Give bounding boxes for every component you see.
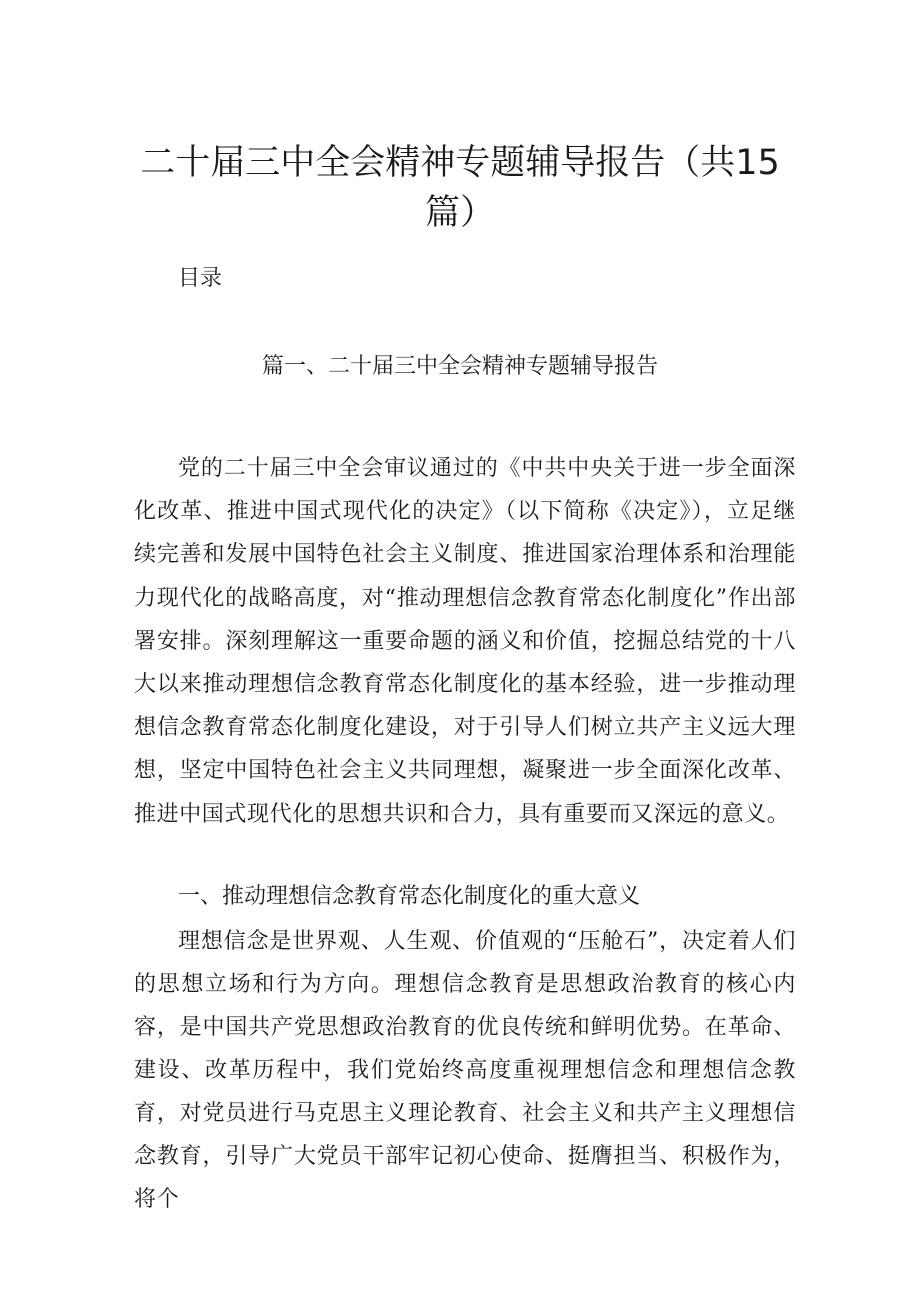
chapter-heading: 篇一、二十届三中全会精神专题辅导报告 — [261, 354, 658, 379]
body-paragraph-1: 党的二十届三中全会审议通过的《中共中央关于进一步全面深化改革、推进中国式现代化的决定》（以下简称《决定》），立足继续完善和发展中国特色社会主义制度、推进国家治理体系和治理能力现代化的战略高度，对“推动理想信念教育常态化制度化”作出部署安排。深刻理解这一重要命题的涵义和价值，挖掘总结党的十八大以来推动理想信念教育常态化制度化的基本经验，进一步推动理想信念教育常态化制度化建设，对于引导人们树立共产主义远大理想，坚定中国特色社会主义共同理想，凝聚进一步全面深化改革、推进中国式现代化的思想共识和合力，具有重要而又深远的意义。 — [134, 456, 796, 827]
document-title-line-2: 篇） — [424, 193, 495, 233]
document-title — [100, 138, 820, 238]
document-title-line-1: 二十届三中全会精神专题辅导报告（共15 — [140, 143, 780, 183]
body-paragraph-2: 理想信念是世界观、人生观、价值观的“压舱石”，决定着人们的思想立场和行为方向。理想信念教育是思想政治教育的核心内容，是中国共产党思想政治教育的优良传统和鲜明优势。在革命、建设、改革历程中，我们党始终高度重视理想信念和理想信念教育，对党员进行马克思主义理论教育、社会主义和共产主义理想信念教育，引导广大党员干部牢记初心使命、挺膺担当、积极作为，将个 — [134, 929, 796, 1212]
table-of-contents-label: 目录 — [178, 266, 223, 291]
section-heading-1: 一、推动理想信念教育常态化制度化的重大意义 — [178, 884, 641, 909]
